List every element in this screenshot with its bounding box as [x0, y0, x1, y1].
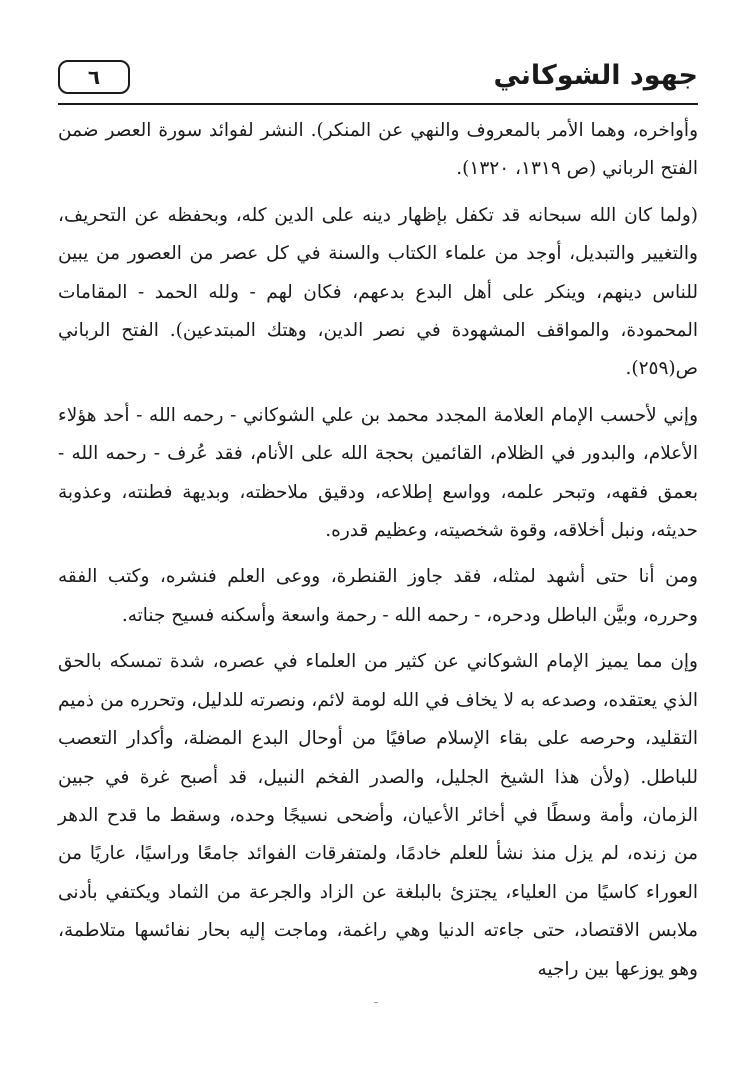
header-divider — [58, 103, 698, 105]
paragraph-4: ومن أنا حتى أشهد لمثله، فقد جاوز القنطرة، ووعى العلم فنشره، وكتب الفقه وحرره، وبيَّن الباطل ودحره، - رحمه الله - رحمة واسعة وأسكنه فسيح جناته. — [58, 566, 698, 626]
page-header — [58, 56, 698, 108]
paragraph-3: وإني لأحسب الإمام العلامة المجدد محمد بن علي الشوكاني - رحمه الله - أحد هؤلاء الأعلام، والبدور في الظلام، القائمين بحجة الله على الأنام، فقد عُرف - رحمه الله - بعمق فقهه، وتبحر علمه، وواسع إطلاعه، ودقيق ملاحظته، وبديهة فطنته، وعذوبة حديثه، ونبل أخلاقه، وقوة شخصيته، وعظيم قدره. — [58, 404, 698, 542]
paragraph-5: وإن مما يميز الإمام الشوكاني عن كثير من العلماء في عصره، شدة تمسكه بالحق الذي يعتقده، وصدعه به لا يخاف في الله لومة لائم، ونصرته للدليل، وتحرره من ذميم التقليد، وحرصه على بقاء الإسلام صافيًا من أوحال البدع المضلة، وأكدار التعصب للباطل. (ولأن هذا الشيخ الجليل، والصدر الفخم النبيل، قد أصبح غرة في جبين الزمان، وأمة وسطًا في أخائر الأعيان، وأضحى نسيجًا وحده، وسقط ما قدح الدهر من زنده، لم يزل منذ نشأ للعلم خادمًا، ولمتفرقات الفوائد جامعًا وراسيًا، عاريًا من العوراء كاسيًا من العلياء، يجتزئ بالبلغة عن الزاد والجرعة من الثماد ويكتفي بأدنى ملابس الاقتصاد، حتى جاءته الدنيا وهي راغمة، وماجت إليه بحار نفائسها متلاطمة، وهو يوزعها بين راجيه — [58, 651, 698, 980]
paragraph-2: (ولما كان الله سبحانه قد تكفل بإظهار دينه على الدين كله، وبحفظه عن التحريف، والتغيير والتبديل، أوجد من علماء الكتاب والسنة في كل عصر من العصور من يبين للناس دينهم، وينكر على أهل البدع بدعهم، فكان لهم - ولله الحمد - المقامات المحمودة، والمواقف المشهودة في نصر الدين، وهتك المبتدعين). الفتح الرباني ص(٢٥٩). — [58, 204, 698, 380]
paragraph-1: وأواخره، وهما الأمر بالمعروف والنهي عن المنكر). النشر لفوائد سورة العصر ضمن الفتح الرباني (ص ١٣١٩، ١٣٢٠). — [58, 120, 698, 180]
running-title: جهود الشوكاني — [493, 60, 698, 91]
body-text — [58, 112, 698, 989]
page-footer-mark — [374, 1002, 378, 1003]
page-number: ٦ — [58, 60, 130, 94]
